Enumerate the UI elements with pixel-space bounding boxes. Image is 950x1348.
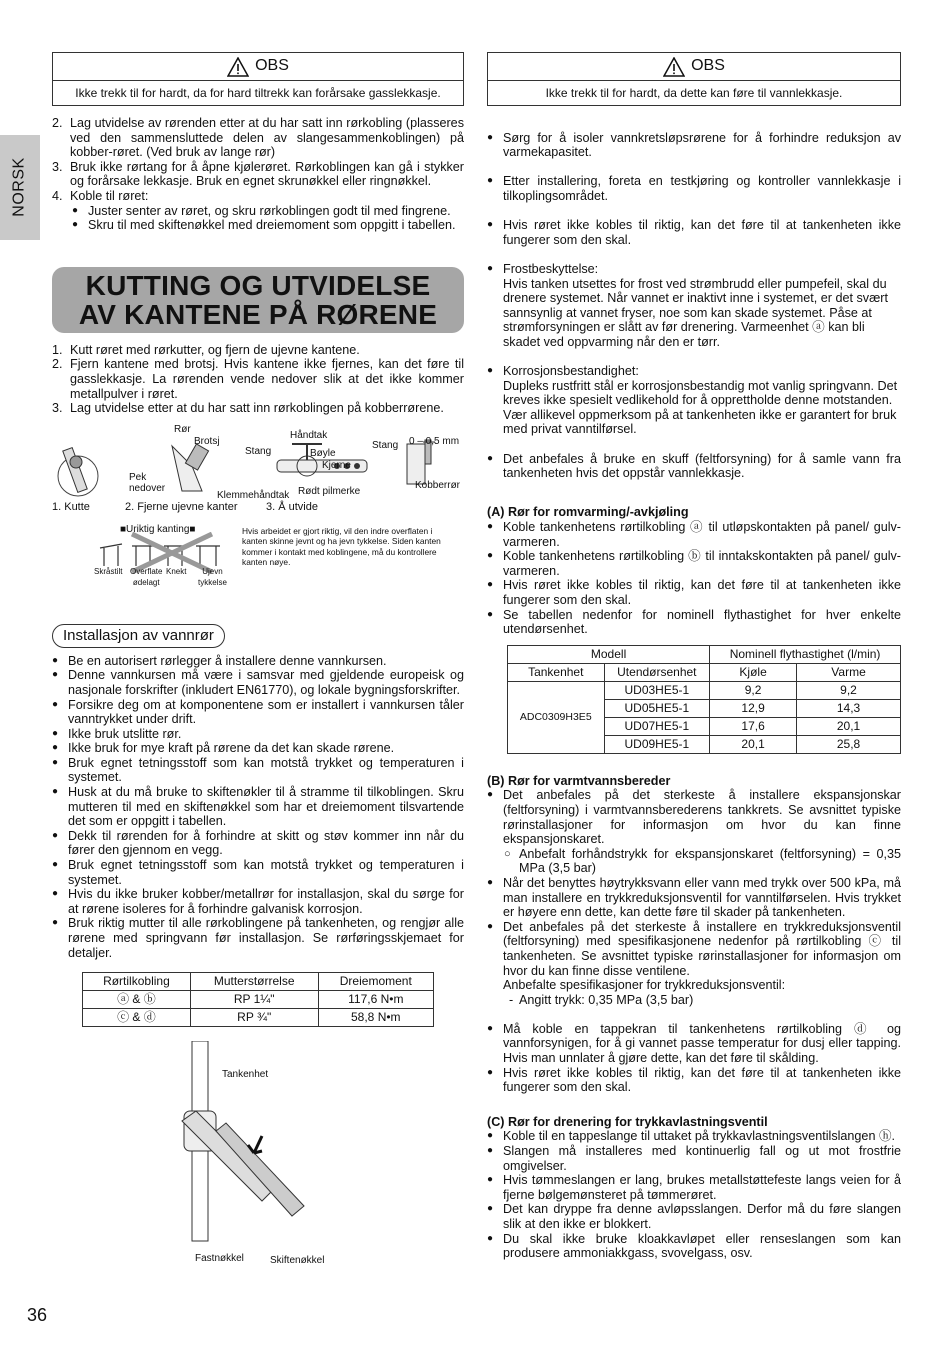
table-cell: ⓐ & ⓑ	[83, 991, 191, 1009]
label-stang: Stang	[245, 445, 272, 457]
section-banner	[52, 267, 464, 333]
connection-steps	[52, 116, 464, 233]
caption-utvide: 3. Å utvide	[266, 500, 318, 513]
table-cell: UD09HE5-1	[604, 735, 710, 753]
label-knekt: Knekt	[166, 566, 187, 576]
wrong-flaring-header: ■Uriktig kanting■	[120, 523, 196, 535]
list-item: 4. Koble til røret: ● Juster senter av røret, og skru rørkoblingen godt til med fingrene. ● Skru til med skiftenøkkel med dreiemoment som oppgitt i tabellen.	[52, 189, 464, 233]
warning-icon	[663, 57, 685, 77]
right-bullets	[487, 116, 901, 495]
section-a-bullets	[487, 520, 901, 637]
table-header: Mutterstørrelse	[190, 973, 318, 991]
caption-fjerne: 2. Fjerne ujevne kanter	[125, 500, 238, 513]
table-cell: UD03HE5-1	[604, 681, 710, 699]
list-item: 3. Lag utvidelse etter at du har satt inn rørkoblingen på kobberrørene.	[52, 401, 444, 416]
table-header-row	[83, 973, 434, 991]
label-skiftenokkel: Skiftenøkkel	[270, 1255, 325, 1267]
left-column	[52, 52, 464, 1271]
table-cell: RP 1¼"	[190, 991, 318, 1009]
list-item: ● Sørg for å isoler vannkretsløpsrørene for å forhindre reduksjon av varmekapasitet.	[487, 131, 901, 160]
table-cell: 58,8 N•m	[318, 1009, 433, 1027]
section-b-sublist	[503, 847, 901, 876]
caption-kutte: 1. Kutte	[52, 500, 90, 513]
obs-text: Ikke trekk til for hardt, da for hard tiltrekk kan forårsake gasslekkasje.	[75, 85, 441, 100]
table-row	[508, 681, 901, 699]
list-item: ● Hvis tømmeslangen er lang, brukes metallstøttefeste langs veien for å fjerne bølgemønsteret på tømmerøret.	[487, 1173, 901, 1202]
list-item: ● Hvis røret ikke kobles til riktig, kan det føre til at tankenheten ikke fungerer som den skal.	[487, 1066, 901, 1095]
cutting-steps	[52, 343, 464, 416]
table-cell: 12,9	[710, 699, 797, 717]
list-item: ● Må koble en tappekran til tankenhetens rørtilkobling ⓓ og vannforsynigen, for å gi vannet passe temperatur for dusj eller tapping. Hvis man unnlater å gjøre dette, kan det føre til skålding.	[487, 1022, 901, 1066]
list-item: ● Korrosjonsbestandighet: Dupleks rustfritt stål er korrosjonsbestandig mot vanlig springvann. Det kreves ikke spesielt vedlikehold for å opprettholde denne motstanden. Vær allikevel oppmerksom på at tankenheten ikke er garantert for bruk med privat vanntilførsel.	[487, 364, 901, 437]
list-item: ● Be en autorisert rørlegger å installere denne vannkursen.	[52, 654, 464, 669]
table-header: Modell	[508, 645, 710, 663]
list-item: 1. Kutt røret med rørkutter, og fjern de ujevne kantene.	[52, 342, 360, 357]
table-row	[83, 1009, 434, 1027]
table-header: Tankenhet	[508, 663, 605, 681]
right-column	[487, 52, 901, 1261]
section-a-heading: (A) Rør for romvarming/-avkjøling	[487, 505, 689, 520]
language-tab	[0, 135, 40, 240]
install-heading-wrap	[52, 624, 464, 648]
list-item: 2. Lag utvidelse av rørenden etter at du har satt inn rørkobling (plasseres ved den sammensluttede delen av slangesammenkoblingen) på kobber-røret. (Ved bruk av lange rør)	[52, 116, 464, 160]
label-kjerne: Kjerne	[322, 459, 351, 471]
list-item: ● Ikke bruk utslitte rør.	[52, 727, 464, 742]
label-rodt-pilmerke: Rødt pilmerke	[298, 485, 361, 497]
label-boyle: Bøyle	[310, 447, 336, 459]
table-cell: 17,6	[710, 717, 797, 735]
list-item: ● Det anbefales på det sterkeste å installere ekspansjonskar (feltforsyning) i varmtvannsberederens tankkrets. Se avsnittet typiske rørinstallasjoner for informasjon om hvor du kan finne ekspansjonskaret. ○ Anbefalt forhåndstrykk for ekspansjonskaret (feltforsyning) = 0,35 MPa (3,5 bar)	[487, 788, 901, 876]
install-heading: Installasjon av vannrør	[52, 624, 225, 648]
table-cell: ⓒ & ⓓ	[83, 1009, 191, 1027]
wrench-figure	[52, 1041, 464, 1271]
banner-line-2: AV KANTENE PÅ RØRENE	[78, 298, 438, 330]
list-item: ● Koble tankenhetens rørtilkobling ⓐ til utløpskontakten på panel/ gulv-varmeren.	[487, 520, 901, 549]
table-row	[83, 991, 434, 1009]
label-fastnokkel: Fastnøkkel	[195, 1253, 244, 1265]
table-cell: 20,1	[710, 735, 797, 753]
flaring-note: Hvis arbeidet er gjort riktig, vil den indre overflaten i kanten skinne jevnt og ha jevn tykkelse. Siden kanten kommer i kontakt med koblingene, må du kontrollere kanten nøye.	[242, 525, 441, 568]
table-cell: UD05HE5-1	[604, 699, 710, 717]
page-number: 36	[27, 1305, 48, 1325]
obs-box-right	[487, 52, 901, 106]
obs-box-left	[52, 52, 464, 106]
list-item: ● Forsikre deg om at komponentene som er installert i vannkursen tåler vanntrykket under drift.	[52, 698, 464, 727]
label-tankenhet: Tankenhet	[222, 1069, 269, 1081]
list-item: ○ Anbefalt forhåndstrykk for ekspansjonskaret (feltforsyning) = 0,35 MPa (3,5 bar)	[503, 847, 901, 876]
section-c-bullets	[487, 1129, 901, 1260]
wrong-flaring-figure	[52, 524, 464, 596]
obs-title: OBS	[691, 57, 725, 75]
warning-icon	[227, 57, 249, 77]
list-item: ● Når det benyttes høytrykksvann eller vann med trykk over 500 kPa, må man installere en trykkreduksjonsventil for vanntilførselen. Hvis trykket er høyere enn dette, kan dette føre til skader på tankenheten.	[487, 876, 901, 920]
table-header-row	[508, 645, 901, 663]
table-cell: 25,8	[797, 735, 901, 753]
table-cell: ADC0309H3E5	[508, 681, 605, 753]
table-cell: 14,3	[797, 699, 901, 717]
table-cell: UD07HE5-1	[604, 717, 710, 735]
list-item: ● Bruk egnet tetningsstoff som kan motstå trykket og temperaturen i systemet.	[52, 858, 464, 887]
label-stang-2: Stang	[372, 439, 399, 451]
list-item: ● Koble tankenhetens rørtilkobling ⓑ til inntakskontakten på panel/ gulv-varmeren.	[487, 549, 901, 578]
section-b-bullets	[487, 788, 901, 1094]
list-item: ● Koble til en tappeslange til uttaket på trykkavlastningsventilslangen ⓗ.	[487, 1129, 901, 1144]
list-item: ● Det kan dryppe fra denne avløpsslangen. Derfor må du føre slangen slik at den ikke er blokkert.	[487, 1202, 901, 1231]
list-item: ● Husk at du må bruke to skiftenøkler til å stramme til tilkoblingen. Skru mutteren til med en skiftenøkkel som har et dreiemoment tilsvartende det som er oppgitt i tabellen.	[52, 785, 464, 829]
obs-text: Ikke trekk til for hardt, da dette kan føre til vannlekkasje.	[545, 85, 843, 100]
label-ujevn: Ujevn tykkelse	[198, 566, 227, 587]
list-item: 2. Fjern kantene med brotsj. Hvis kantene ikke fjernes, kan det føre til gasslekkasje. La rørenden vende nedover slik at det ikke kommer metallpulver i røret.	[52, 357, 464, 401]
label-overflate: Overflate ødelagt	[130, 566, 163, 587]
table-header: Rørtilkobling	[83, 973, 191, 991]
table-header: Nominell flythastighet (l/min)	[710, 645, 901, 663]
banner-line-1: KUTTING OG UTVIDELSE	[85, 269, 431, 301]
table-header: Dreiemoment	[318, 973, 433, 991]
label-brotsj: Brotsj	[194, 435, 220, 447]
list-item: ● Du skal ikke bruke kloakkavløpet eller renseslangen som kan produsere ammoniakkgass, svovelgass, osv.	[487, 1232, 901, 1261]
list-item: ● Slangen må installeres med kontinuerlig fall og ut mot frostfrie omgivelser.	[487, 1144, 901, 1173]
table-header: Kjøle	[710, 663, 797, 681]
list-item: ● Denne vannkursen må være i samsvar med gjeldende europeisk og nasjonale forskrifter (inkludert EN61770), og lokale bygningsforskrifter.	[52, 668, 464, 697]
step4-sublist	[70, 204, 464, 233]
list-item: ● Skru til med skiftenøkkel med dreiemoment som oppgitt i tabellen.	[70, 218, 464, 233]
list-item: ● Det anbefales på det sterkeste å installere en trykkreduksjonsventil (feltforsyning) med spesifikasjonene nedenfor på rørtilkobling ⓒ til tankenheten. Se avsnittet typiske rørinstallasjoner for informasjon om hvor du kan finne disse ventilene. Anbefalte spesifikasjoner for trykkreduksjonsventil: - Angitt trykk: 0,35 MPa (3,5 bar)	[487, 920, 901, 1022]
table-cell: 117,6 N•m	[318, 991, 433, 1009]
list-item: ● Etter installering, foreta en testkjøring og kontroller vannlekkasje i tilkoplingsområdet.	[487, 174, 901, 203]
list-item: ● Bruk riktig mutter til alle rørkoblingene på tankenheten, og rengjør alle rørene med springvann før installasjon. Se rørføringsskjemaet for detaljer.	[52, 916, 464, 960]
label-klemmehandtak: Klemmehåndtak	[217, 489, 290, 501]
pipe-cutter-illustration	[52, 442, 112, 502]
label-pek-nedover: Pek nedover	[129, 471, 166, 494]
list-item: ● Juster senter av røret, og skru rørkoblingen godt til med fingrene.	[70, 204, 464, 219]
tools-figure	[52, 424, 464, 520]
list-item: ● Hvis røret ikke kobles til riktig, kan det føre til at tankenheten ikke fungerer som den skal.	[487, 218, 901, 247]
table-header-row	[508, 663, 901, 681]
list-item: ● Frostbeskyttelse: Hvis tanken utsettes for frost ved strømbrudd eller pumpefeil, skal du drenere systemet. Når vannet er inaktivt inne i systemet, er det svært sannsynlig at vannet fryser, noe som kan skade systemet. Påse at strømforsyningen er slått av før drenering. Varmeenhet ⓐ kan bli skadet ved oppvarming når den er tørr.	[487, 262, 901, 350]
table-cell: 20,1	[797, 717, 901, 735]
section-c-heading: (C) Rør for drenering for trykkavlastningsventil	[487, 1114, 768, 1129]
label-kobberror: Kobberrør	[415, 479, 461, 491]
language-tab-label: NORSK	[10, 157, 28, 217]
section-b-heading: (B) Rør for varmtvannsbereder	[487, 773, 671, 788]
obs-header	[53, 53, 463, 81]
flow-table	[507, 645, 901, 754]
label-mm: 0 – 0,5 mm	[409, 435, 460, 447]
list-item: ● Hvis du ikke bruker kobber/metallrør for installasjon, skal du sørge for at rørene isoleres for å forhindre galvanisk korrosjon.	[52, 887, 464, 916]
list-item: ● Dekk til rørenden for å forhindre at skitt og støv kommer inn når du fører den gjennom en vegg.	[52, 829, 464, 858]
table-cell: 9,2	[710, 681, 797, 699]
obs-title: OBS	[255, 57, 289, 75]
list-item: ● Bruk egnet tetningsstoff som kan motstå trykket og temperaturen i systemet.	[52, 756, 464, 785]
obs-header	[488, 53, 900, 81]
list-item: - Angitt trykk: 0,35 MPa (3,5 bar)	[503, 993, 901, 1008]
table-cell: 9,2	[797, 681, 901, 699]
label-handtak: Håndtak	[290, 429, 328, 441]
list-item: ● Se tabellen nedenfor for nominell flythastighet for hver enkelte utendørsenhet.	[487, 608, 901, 637]
label-ror: Rør	[174, 423, 191, 435]
list-item: 3. Bruk ikke rørtang for å åpne kjølerøret. Rørkoblingen kan gå i stykker og forårsake lekkasje. Bruk en egnet skrunøkkel eller ringnøkkel.	[52, 159, 464, 189]
table-cell: RP ¾"	[190, 1009, 318, 1027]
torque-table	[82, 972, 434, 1027]
section-b-dashlist	[503, 993, 901, 1008]
label-skrastilt: Skråstilt	[94, 566, 123, 576]
list-item: ● Hvis røret ikke kobles til riktig, kan det føre til at tankenheten ikke fungerer som den skal.	[487, 578, 901, 607]
list-item: ● Det anbefales å bruke en skuff (feltforsyning) for å samle vann fra tankenheten hvis det oppstår vannlekkasje.	[487, 452, 901, 481]
table-header: Varme	[797, 663, 901, 681]
list-item: ● Ikke bruk for mye kraft på rørene da det kan skade rørene.	[52, 741, 464, 756]
install-bullets	[52, 654, 464, 960]
table-header: Utendørsenhet	[604, 663, 710, 681]
